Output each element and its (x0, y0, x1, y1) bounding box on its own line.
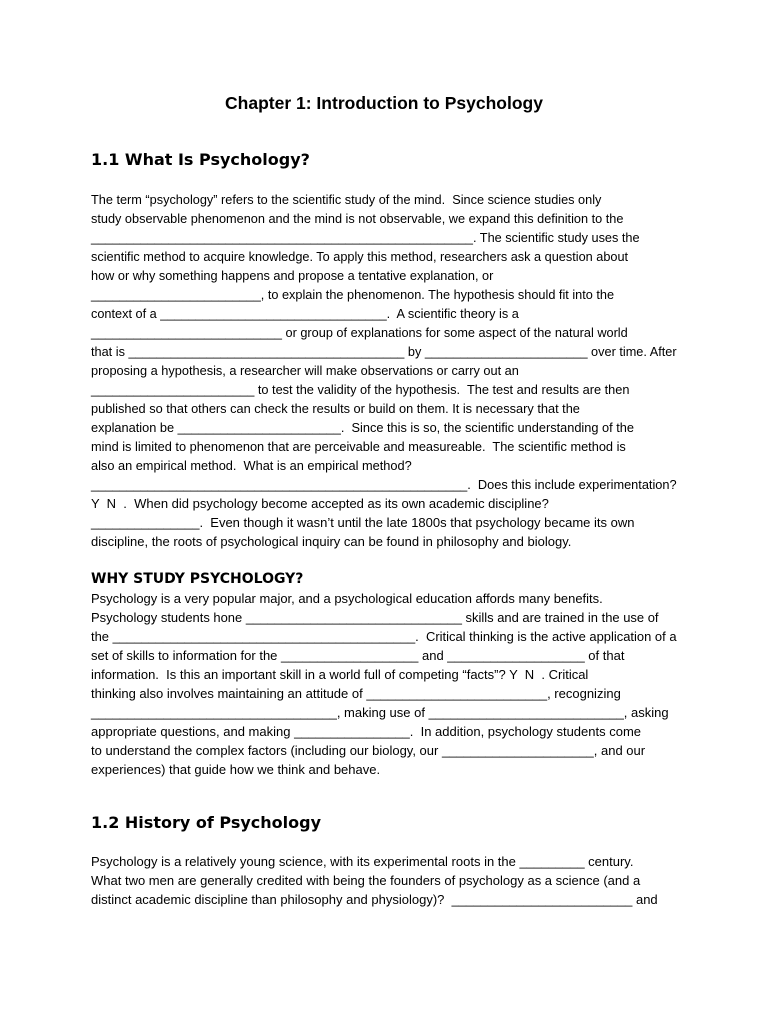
text-line: published so that others can check the results or build on them. It is necessary that the (91, 401, 580, 416)
text-line: experiences) that guide how we think and behave. (91, 762, 381, 777)
text-line: discipline, the roots of psychological inquiry can be found in philosophy and biology. (91, 534, 572, 549)
text-line: Psychology students hone ______________________________ skills and are trained in the use of (91, 610, 659, 625)
text-line: ______________________________________________________. The scientific study uses the (91, 230, 640, 245)
text-line: that is _______________________________________ by _______________________ over time. After (91, 344, 677, 359)
text-line: _______________. Even though it wasn’t until the late 1800s that psychology became its own (91, 515, 635, 530)
section-heading-history-of-psychology: 1.2 History of Psychology (91, 813, 321, 832)
text-line: the __________________________________________. Critical thinking is the active application of a (91, 629, 677, 644)
text-line: appropriate questions, and making ________________. In addition, psychology students come (91, 724, 641, 739)
text-line: Psychology is a very popular major, and a psychological education affords many benefits. (91, 591, 603, 606)
text-line: study observable phenomenon and the mind is not observable, we expand this definition to the (91, 211, 624, 226)
text-line: _____________________________________________________. Does this include experimentation? (91, 477, 677, 492)
paragraph-history-of-psychology (91, 852, 658, 909)
text-line: Psychology is a relatively young science, with its experimental roots in the _________ century. (91, 854, 634, 869)
chapter-title: Chapter 1: Introduction to Psychology (225, 93, 543, 113)
text-line: _______________________ to test the validity of the hypothesis. The test and results are then (91, 382, 630, 397)
text-line: context of a ________________________________. A scientific theory is a (91, 306, 519, 321)
text-line: ________________________, to explain the phenomenon. The hypothesis should fit into the (91, 287, 615, 302)
text-line: explanation be _______________________. Since this is so, the scientific understanding of the (91, 420, 634, 435)
text-line: proposing a hypothesis, a researcher will make observations or carry out an (91, 363, 519, 378)
text-line: set of skills to information for the ___________________ and ___________________ of that (91, 648, 625, 663)
text-line: mind is limited to phenomenon that are perceivable and measureable. The scientific method is (91, 439, 626, 454)
text-line: __________________________________, making use of ___________________________, asking (91, 705, 669, 720)
section-heading-what-is-psychology: 1.1 What Is Psychology? (91, 150, 310, 169)
text-line: also an empirical method. What is an empirical method? (91, 458, 412, 473)
text-line: how or why something happens and propose a tentative explanation, or (91, 268, 494, 283)
text-line: Y N . When did psychology become accepted as its own academic discipline? (91, 496, 549, 511)
paragraph-what-is-psychology (91, 190, 677, 551)
paragraph-why-study-psychology (91, 589, 677, 779)
text-line: scientific method to acquire knowledge. To apply this method, researchers ask a question about (91, 249, 629, 264)
section-heading-why-study-psychology: WHY STUDY PSYCHOLOGY? (91, 571, 304, 587)
text-line: thinking also involves maintaining an attitude of _________________________, recognizing (91, 686, 621, 701)
text-line: What two men are generally credited with being the founders of psychology as a science (and a (91, 873, 641, 888)
text-line: The term “psychology” refers to the scientific study of the mind. Since science studies only (91, 192, 602, 207)
text-line: to understand the complex factors (including our biology, our _____________________, and our (91, 743, 646, 758)
text-line: ___________________________ or group of explanations for some aspect of the natural world (91, 325, 628, 340)
text-line: information. Is this an important skill in a world full of competing “facts”? Y N . Critical (91, 667, 589, 682)
text-line: distinct academic discipline than philosophy and physiology)? _________________________ and (91, 892, 658, 907)
